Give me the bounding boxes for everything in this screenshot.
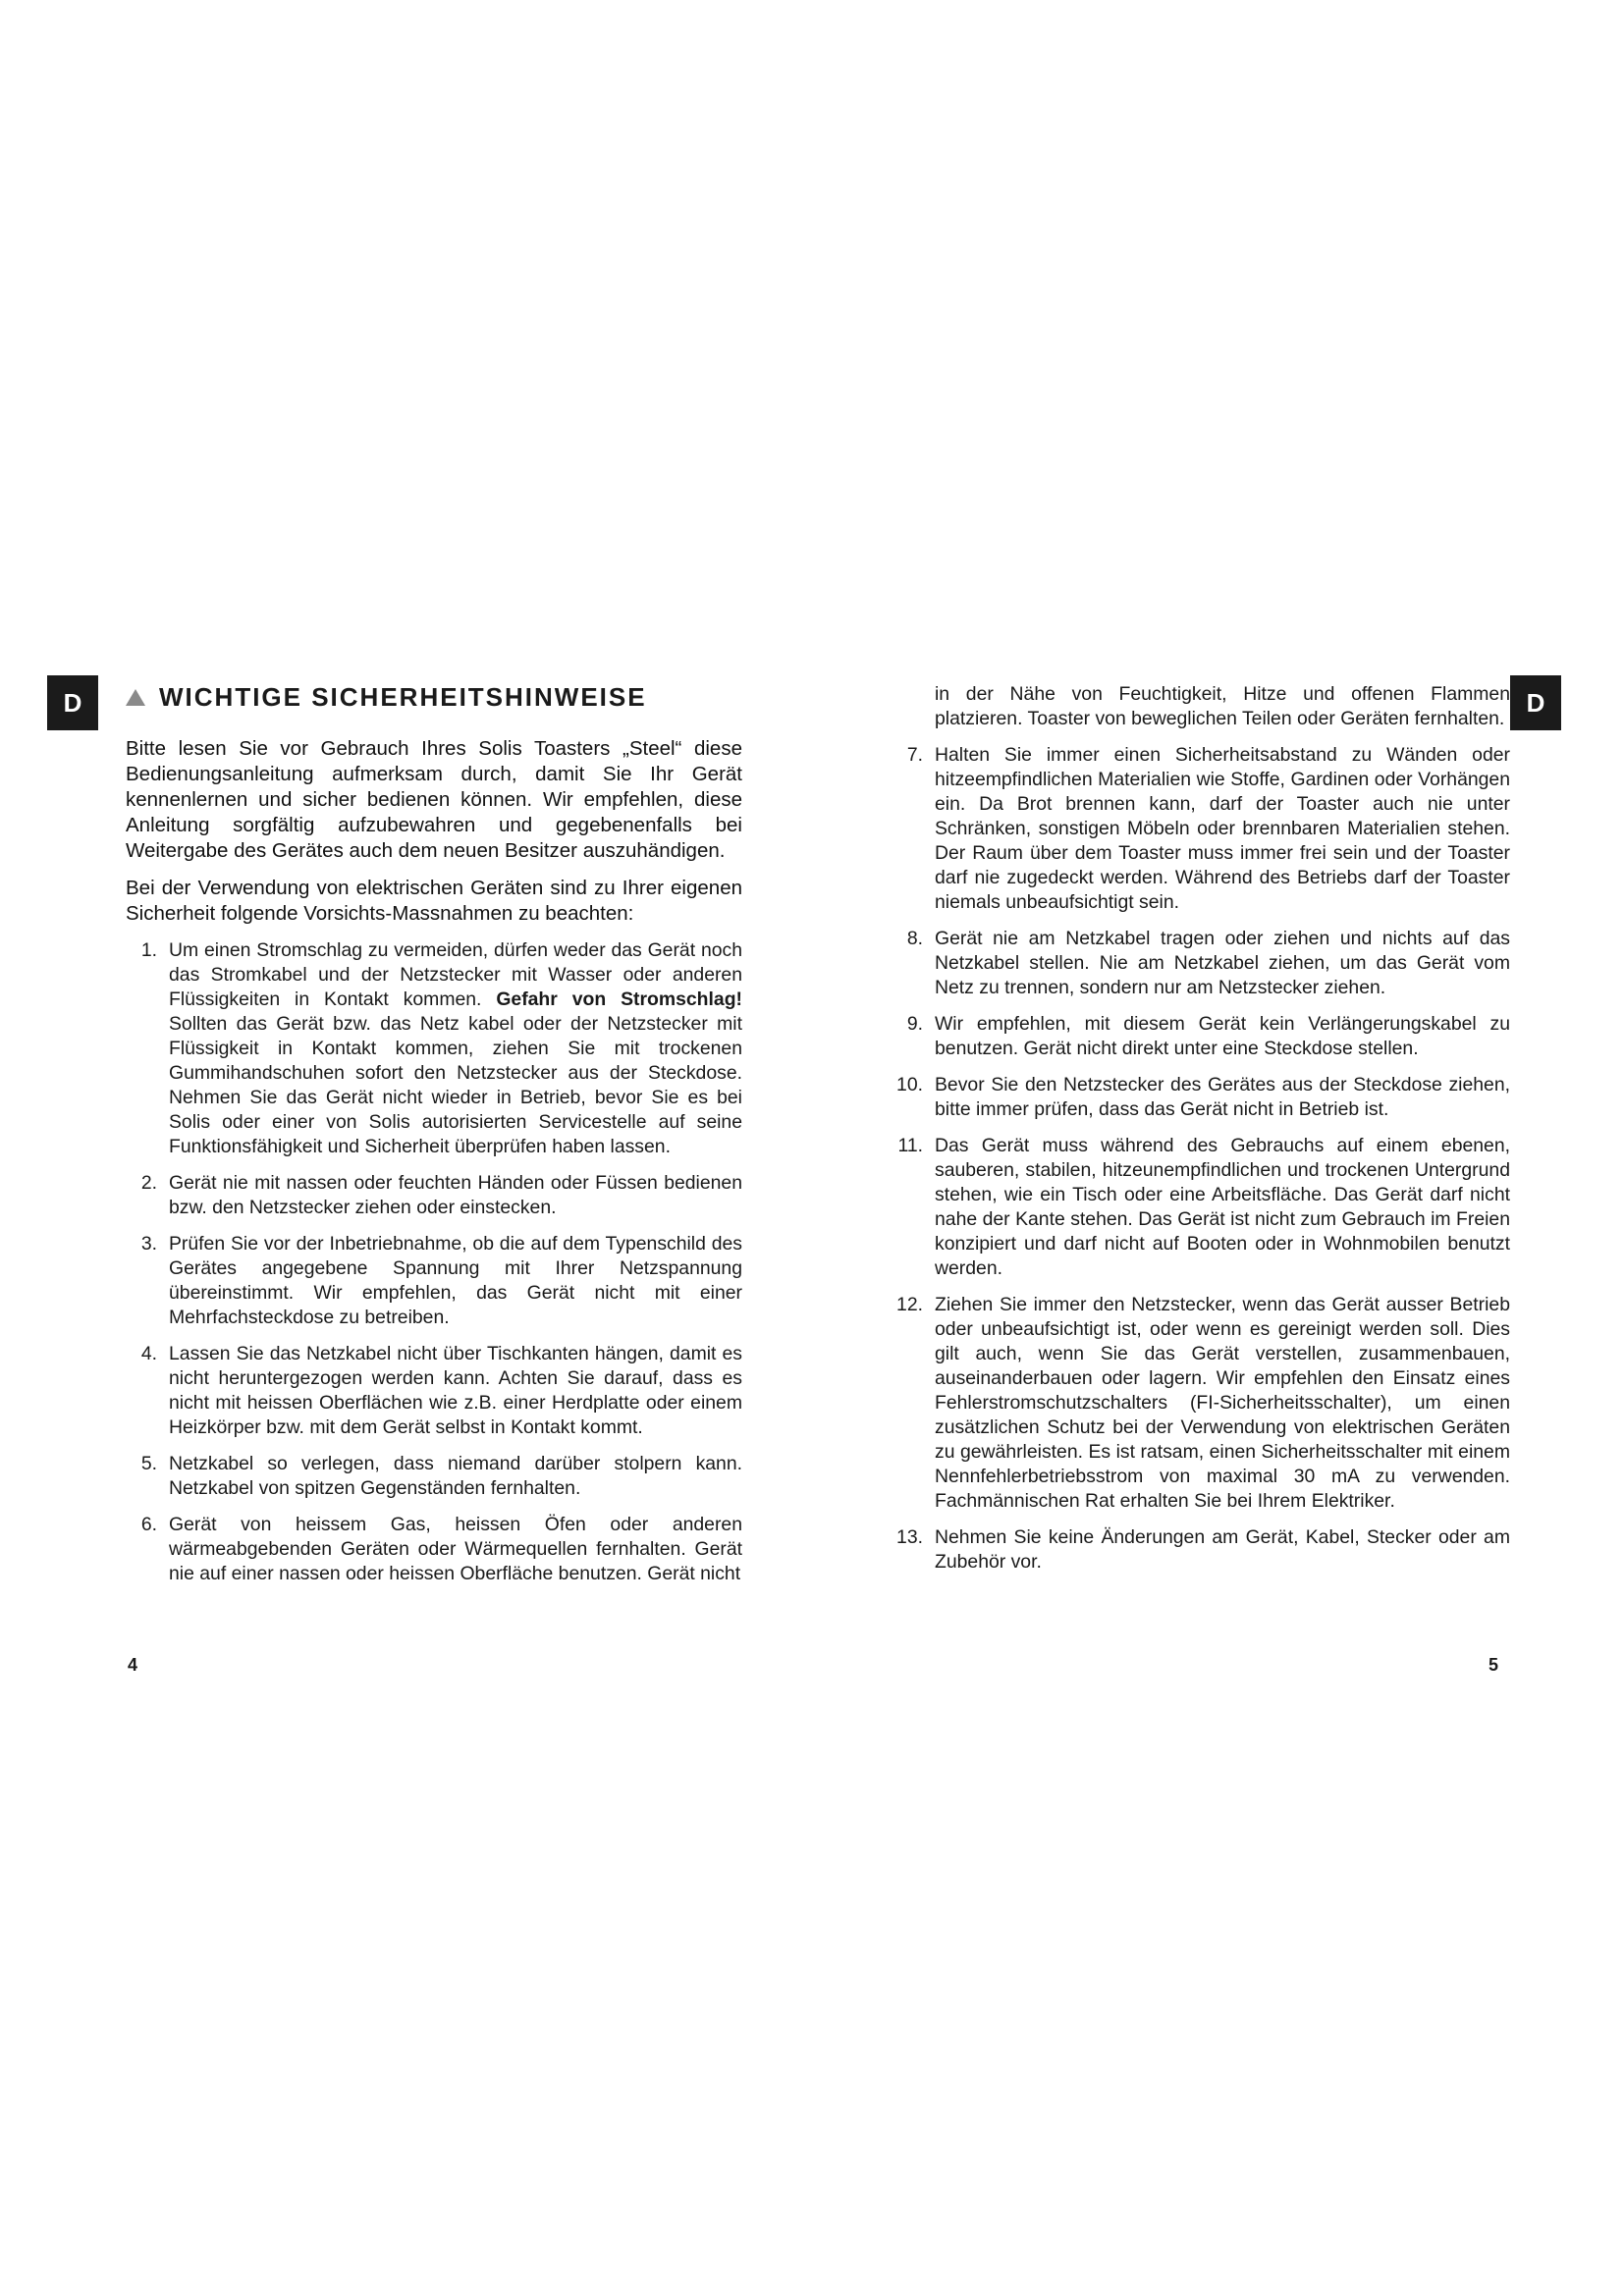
item-number: 9.	[906, 1013, 923, 1035]
page-number-right: 5	[1489, 1655, 1499, 1675]
left-column	[126, 736, 742, 1598]
language-tab-left: D	[47, 675, 98, 730]
list-item	[126, 1513, 742, 1586]
item-text: Sollten das Gerät bzw. das Netz kabel oder der Netzstecker mit Flüssigkeit in Kontakt kommen, ziehen Sie mit trockenen Gummihandschuhen sofort den Netzstecker aus der Steckdose. Nehmen Sie das Gerät nicht wieder in Betrieb, bevor Sie es bei Solis oder einer von Solis autorisierten Servicestelle auf seine Funktionsfähigkeit und Sicherheit überprüfen haben lassen.	[169, 1013, 742, 1157]
item-number: 1.	[140, 939, 157, 961]
item-number: 10.	[896, 1074, 923, 1095]
warning-triangle-icon	[126, 689, 145, 706]
safety-list-right	[892, 743, 1510, 1575]
item-number: 6.	[140, 1514, 157, 1535]
safety-list-left	[126, 938, 742, 1586]
list-item	[892, 743, 1510, 915]
intro-paragraph-2: Bei der Verwendung von elektrischen Geräten sind zu Ihrer eigenen Sicherheit folgende Vorsichts-Massnahmen zu beachten:	[126, 877, 742, 925]
item-number: 12.	[896, 1294, 923, 1315]
list-item	[126, 1452, 742, 1501]
list-item	[892, 1073, 1510, 1122]
list-item	[892, 1134, 1510, 1281]
item-text: Lassen Sie das Netzkabel nicht über Tischkanten hängen, damit es nicht heruntergezogen werden kann. Achten Sie darauf, dass es nicht mit heissen Oberflächen wie z.B. einer Herdplatte oder einem Heizkörper bzw. mit dem Gerät selbst in Kontakt kommt.	[169, 1343, 742, 1438]
item-number: 5.	[140, 1453, 157, 1474]
language-tab-right: D	[1510, 675, 1561, 730]
list-item	[892, 927, 1510, 1000]
item-text: Halten Sie immer einen Sicherheitsabstand zu Wänden oder hitzeempfindlichen Materialien wie Stoffe, Gardinen oder Vorhängen ein. Da Brot brennen kann, darf der Toaster auch nie unter Schränken, sonstigen Möbeln oder brennbaren Materialien stehen. Der Raum über dem Toaster muss immer frei sein und der Toaster darf nie zugedeckt werden. Während des Betriebs darf der Toaster niemals unbeaufsichtigt sein.	[935, 744, 1510, 913]
list-item	[126, 1232, 742, 1330]
item-number: 2.	[140, 1172, 157, 1194]
item-number: 13.	[896, 1526, 923, 1548]
list-item	[126, 1342, 742, 1440]
list-item	[126, 938, 742, 1159]
page-number-left: 4	[128, 1655, 138, 1675]
item-text: Gerät von heissem Gas, heissen Öfen oder anderen wärmeabgebenden Geräten oder Wärmequellen fernhalten. Gerät nie auf einer nassen oder heissen Oberfläche benutzen. Gerät nicht	[169, 1514, 742, 1584]
list-item	[892, 1012, 1510, 1061]
list-item	[892, 1525, 1510, 1575]
item-text: Das Gerät muss während des Gebrauchs auf einem ebenen, sauberen, stabilen, hitzeunempfindlichen und trockenen Untergrund stehen, wie ein Tisch oder eine Arbeitsfläche. Das Gerät darf nicht nahe der Kante stehen. Das Gerät ist nicht zum Gebrauch im Freien konzipiert und darf nicht auf Booten oder in Wohnmobilen benutzt werden.	[935, 1135, 1510, 1279]
list-item	[126, 1171, 742, 1220]
right-column	[892, 682, 1510, 1586]
item-text: Wir empfehlen, mit diesem Gerät kein Verlängerungskabel zu benutzen. Gerät nicht direkt unter eine Steckdose stellen.	[935, 1013, 1510, 1059]
item-text: Netzkabel so verlegen, dass niemand darüber stolpern kann. Netzkabel von spitzen Gegenständen fernhalten.	[169, 1453, 742, 1499]
section-heading	[126, 677, 754, 717]
item-number: 3.	[140, 1233, 157, 1255]
item-text: Nehmen Sie keine Änderungen am Gerät, Kabel, Stecker oder am Zubehör vor.	[935, 1526, 1510, 1573]
item-number: 7.	[906, 744, 923, 766]
item-number: 8.	[906, 928, 923, 949]
item-text: Gerät nie am Netzkabel tragen oder ziehen und nichts auf das Netzkabel stellen. Nie am Netzkabel ziehen, um das Gerät vom Netz zu trennen, sondern nur am Netzstecker ziehen.	[935, 928, 1510, 998]
item-text: Ziehen Sie immer den Netzstecker, wenn das Gerät ausser Betrieb oder unbeaufsichtigt ist, oder wenn es gereinigt werden soll. Dies gilt auch, wenn Sie das Gerät verstellen, zusammenbauen, auseinanderbauen oder lagern. Wir empfehlen den Einsatz eines Fehlerstromschutzschalters (FI-Sicherheitsschalter), um einen zusätzlichen Schutz bei der Verwendung von elektrischen Geräten zu gewährleisten. Es ist ratsam, einen Sicherheitsschalter mit einem Nennfehlerbetriebsstrom von maximal 30 mA zu verwenden. Fachmännischen Rat erhalten Sie bei Ihrem Elektriker.	[935, 1294, 1510, 1512]
item-text: Gerät nie mit nassen oder feuchten Händen oder Füssen bedienen bzw. den Netzstecker ziehen oder einstecken.	[169, 1172, 742, 1218]
item-text: Bevor Sie den Netzstecker des Gerätes aus der Steckdose ziehen, bitte immer prüfen, dass das Gerät nicht in Betrieb ist.	[935, 1074, 1510, 1120]
list-item	[892, 1293, 1510, 1514]
continuation-text: in der Nähe von Feuchtigkeit, Hitze und offenen Flammen platzieren. Toaster von beweglichen Teilen oder Geräten fernhalten.	[935, 683, 1510, 729]
item-text: Um einen Stromschlag zu vermeiden, dürfen weder das Gerät noch das Stromkabel und der Netzstecker mit Wasser oder anderen Flüssigkeiten in Kontakt kommen.	[169, 939, 742, 1010]
item-text: Prüfen Sie vor der Inbetriebnahme, ob die auf dem Typenschild des Gerätes angegebene Spannung mit Ihrer Netzspannung übereinstimmt. Wir empfehlen, das Gerät nicht mit einer Mehrfachsteckdose zu betreiben.	[169, 1233, 742, 1328]
item-number: 4.	[140, 1343, 157, 1364]
item-warning-text: Gefahr von Stromschlag!	[496, 988, 742, 1010]
item-number: 11.	[897, 1135, 923, 1156]
intro-paragraph-1: Bitte lesen Sie vor Gebrauch Ihres Solis Toasters „Steel“ diese Bedienungsanleitung aufmerksam durch, damit Sie Ihr Gerät kennenlernen und sicher bedienen können. Wir empfehlen, diese Anleitung sorgfältig aufzubewahren und gegebenenfalls bei Weitergabe des Gerätes auch dem neuen Besitzer auszuhändigen.	[126, 737, 742, 862]
heading-text: WICHTIGE SICHERHEITSHINWEISE	[159, 681, 647, 712]
